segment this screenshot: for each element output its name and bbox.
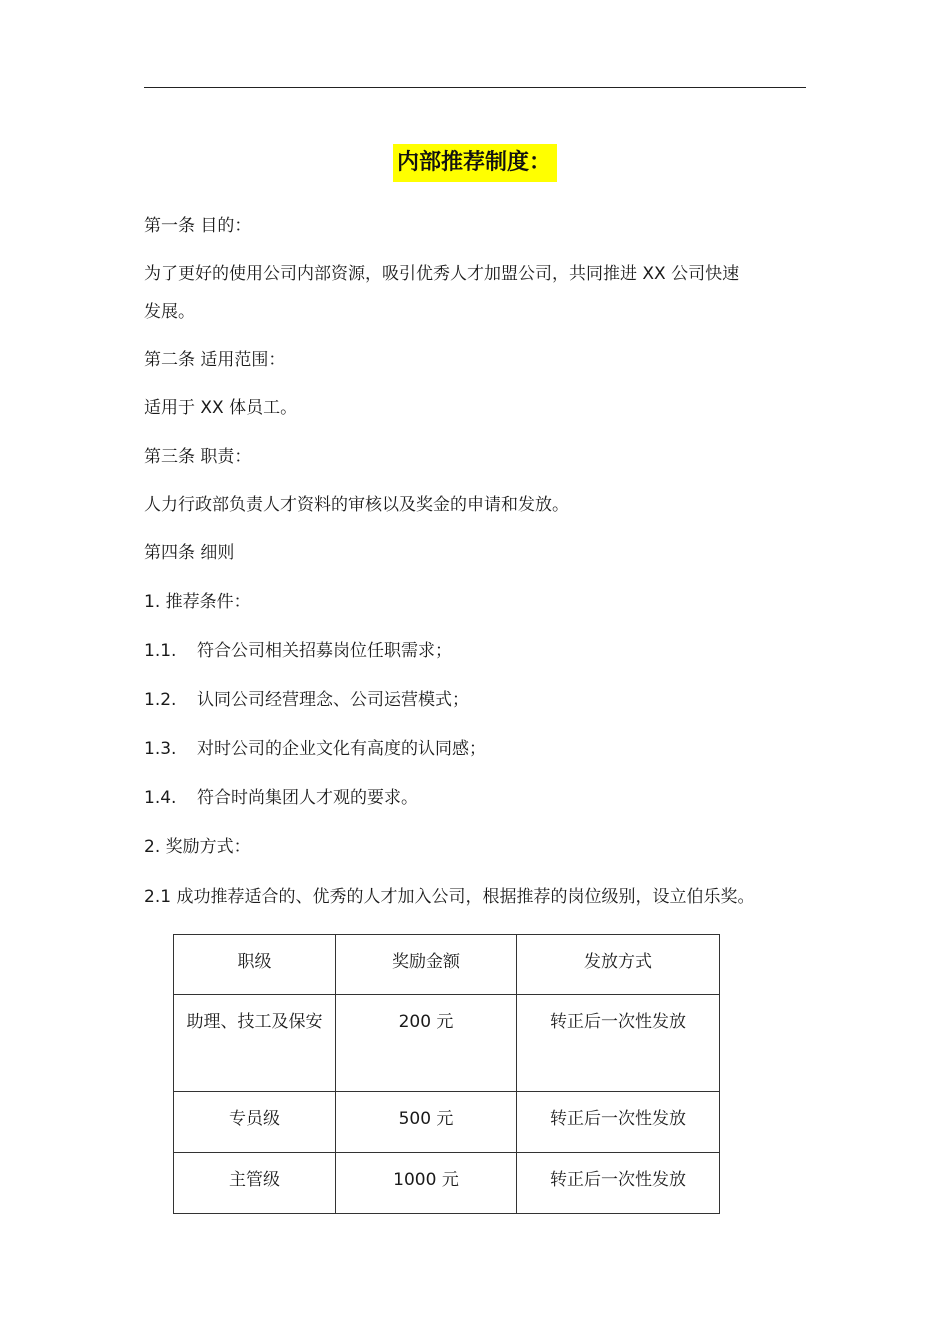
- condition-number: 1.2.: [144, 690, 177, 710]
- condition-item: [144, 633, 814, 669]
- condition-text: 符合时尚集团人才观的要求。: [197, 788, 418, 808]
- table-header-cell: 发放方式: [517, 935, 720, 995]
- condition-text: 对时公司的企业文化有高度的认同感；: [197, 739, 486, 759]
- article1-heading: 第一条 目的：: [144, 216, 252, 236]
- table-cell: 主管级: [174, 1153, 336, 1214]
- condition-text: 认同公司经营理念、公司运营模式；: [197, 690, 469, 710]
- table-header-cell: 奖励金额: [336, 935, 517, 995]
- table-cell: 转正后一次性发放: [517, 1092, 720, 1153]
- section1-heading: 1. 推荐条件：: [144, 592, 251, 612]
- article4-heading: 第四条 细则: [144, 543, 235, 563]
- section2-heading: 2. 奖励方式：: [144, 837, 251, 857]
- table-row: [174, 995, 720, 1092]
- table-row: [174, 1153, 720, 1214]
- table-cell: 200 元: [336, 995, 517, 1092]
- table-cell: 转正后一次性发放: [517, 995, 720, 1092]
- table-cell: 500 元: [336, 1092, 517, 1153]
- reward-table: [173, 934, 720, 1214]
- title-container: [0, 144, 950, 182]
- table-cell: 1000 元: [336, 1153, 517, 1214]
- article2-body: 适用于 XX 体员工。: [144, 398, 298, 418]
- section2-1-text: 2.1 成功推荐适合的、优秀的人才加入公司，根据推荐的岗位级别，设立伯乐奖。: [144, 887, 755, 907]
- condition-number: 1.4.: [144, 788, 177, 808]
- article2-heading: 第二条 适用范围：: [144, 350, 286, 370]
- condition-number: 1.3.: [144, 739, 177, 759]
- header-rule: [144, 87, 806, 88]
- condition-item: [144, 731, 814, 767]
- table-header-cell: 职级: [174, 935, 336, 995]
- table-cell: 转正后一次性发放: [517, 1153, 720, 1214]
- document-title: 内部推荐制度：: [393, 144, 557, 182]
- condition-number: 1.1.: [144, 641, 177, 661]
- table-cell: 助理、技工及保安: [174, 995, 336, 1092]
- table-cell: 专员级: [174, 1092, 336, 1153]
- article3-heading: 第三条 职责：: [144, 447, 252, 467]
- article1-body-line1: 为了更好的使用公司内部资源，吸引优秀人才加盟公司，共同推进 XX 公司快速: [144, 264, 740, 284]
- table-row: [174, 1092, 720, 1153]
- condition-text: 符合公司相关招募岗位任职需求；: [197, 641, 452, 661]
- condition-item: [144, 780, 814, 816]
- table-header-row: [174, 935, 720, 995]
- article3-body: 人力行政部负责人才资料的审核以及奖金的申请和发放。: [144, 495, 569, 515]
- article1-body-line2: 发展。: [144, 302, 195, 322]
- condition-item: [144, 682, 814, 718]
